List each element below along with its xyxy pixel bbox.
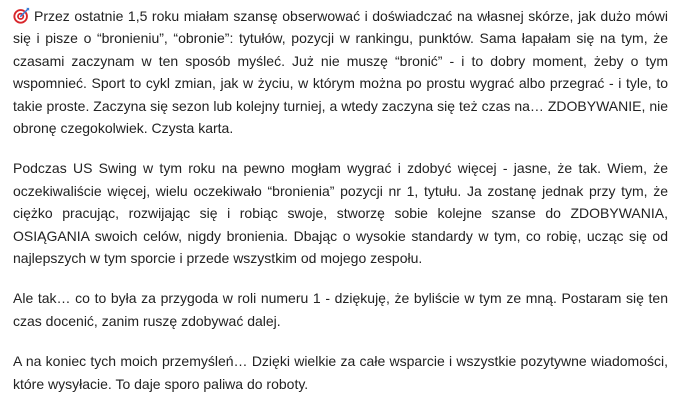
direct-hit-target-icon bbox=[13, 7, 30, 24]
paragraph-4: A na koniec tych moich przemyśleń… Dzięki wielkie za całe wsparcie i wszystkie pozytywne wiadomości, które wysyłacie. To daje sporo paliwa do roboty. bbox=[13, 353, 668, 392]
paragraph-2: Podczas US Swing w tym roku na pewno mogłam wygrać i zdobyć więcej - jasne, że tak. Wiem, że oczekiwaliście więcej, wielu oczekiwało “bronienia” pozycji nr 1, tytułu. Ja zostanę jednak przy tym, że ciężko pracując, rozwijając się i robiąc swoje, stworzę sobie kolejne szanse do ZDOBYWANIA, OSIĄGANIA swoich celów, nigdy bronienia. Dbając o wysokie standardy w tym, co robię, ucząc się od najlepszych w tym sporcie i przede wszystkim od mojego zespołu. bbox=[13, 160, 668, 267]
paragraph-1 bbox=[13, 5, 668, 139]
paragraph-1-text: Przez ostatnie 1,5 roku miałam szansę obserwować i doświadczać na własnej skórze, jak dużo mówi się i pisze o “bronieniu”, “obronie”: tytułów, pozycji w rankingu, punktów. Sama łapałam się na tym, że czasami zaczynam w ten sposób myśleć. Już nie muszę “bronić” - i to dobry moment, żeby o tym wspomnieć. Sport to cykl zmian, jak w życiu, w którym można po prostu wygrać albo przegrać - i tyle, to takie proste. Zaczyna się sezon lub kolejny turniej, a wtedy zaczyna się też czas na… ZDOBYWANIE, nie obronę czegokolwiek. Czysta karta. bbox=[13, 8, 668, 137]
paragraph-3: Ale tak… co to była za przygoda w roli numeru 1 - dziękuję, że byliście w tym ze mną. Postaram się ten czas docenić, zanim ruszę zdobywać dalej. bbox=[13, 290, 668, 329]
